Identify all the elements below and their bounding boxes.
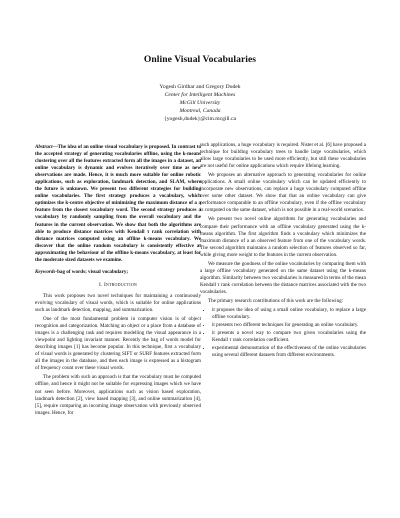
right-paragraph-3: We present two novel online algorithms for generating vocabularies and compare their performance with an offline vocabulary generated using the k-means algorithm. The first algorithm finds a vocabulary which minimizes the maximum distance of a an observed feature from one of the vocabulary words. The second algorithm maintains a random selection of features observed so far, while giving more weight to the features in the current observation. [200,216,366,258]
intro-paragraph-2: One of the most fundamental problem in computer vision is of object recognition and categorization. Matching an object or a place from a database of images is a challenging task and requires modelling the visual appearance in a viewpoint and lighting invariant manner. Recently the bag of words model for describing images [1] has become popular. In this technique, first a vocabulary of visual words is generated by clustering SIFT or SURF features extracted form all the images in the database, and then each image is expressed as a histogram of frequency count over these visual words. [35,316,201,372]
right-paragraph-1: such applications, a huge vocabulary is required. Nister et al. [6] have proposed a technique for building vocabulary trees to handle large vocabularies, which allow large vocabularies to be used more efficiently, but still these vocabularies are not useful for online applications which require lifelong learning. [200,142,366,170]
keywords [35,269,201,276]
contribution-item: • it presents two different techniques for generating an online vocabulary. [212,322,366,329]
right-paragraph-4: We measure the goodness of the online vocabularies by comparing them with a large offline vocabulary generated on the same dataset using the k-means algorithm. Similarity between two vocabularies is measured in terms of the mean Kendall τ rank correlation between the distance matrices associated with the two vocabularies. [200,260,366,295]
intro-paragraph-3: The problem with such an approach is that the vocabulary must be computed offline, and hence it might not be suitable for expressing images which we have not seen before. Moreover, applications such as vision based exploration, landmark detection [2], view based mapping [3], and online summarization [4], [5], require comparing an incoming image observation with previously observed images. Hence, for [35,374,201,416]
section-heading-introduction: I. Introduction [98,281,138,288]
contributions-list [200,307,366,359]
author-university: McGill University [179,100,221,106]
keywords-text: -bag of words; visual vocabulary; [55,268,129,275]
author-block [0,83,400,123]
paper-title: Online Visual Vocabularies [143,54,257,65]
abstract [35,144,201,264]
keywords-lead: Keywords [35,268,56,275]
contribution-item: • it presents a novel way to compare two given vocabularies using the Kendall τ rank correlation coefficient. [212,330,366,344]
author-names: Yogesh Girdhar and Gregory Dudek [159,84,241,90]
abstract-lead: Abstract [35,144,53,150]
author-email: {yogesh,dudek}@cim.mcgill.ca [164,116,236,122]
left-column [35,144,201,419]
intro-paragraph-1: This work proposes two novel techniques for maintaining a continuously evolving vocabulary of visual words, which is suitable for online applications such as landmark detection, mapping, and summarization. [35,292,201,313]
contribution-item: • it proposes the idea of using a small online vocabulary, to replace a large offline vocabulary. [212,307,366,321]
right-paragraph-2: We proposes an alternative approach to generating vocabularies for online applications. A small online vocabulary which can be updated efficiently to incorporate new observations, can replace a huge vocabulary computed offline over some other dataset. We show that that an online vocabulary can give performance comparable to an offline vocabulary, even if the offline vocabulary is computed on the same dataset, which is not possible in a real-world scenarios. [200,172,366,214]
contribution-item: • experimental demonstration of the effectiveness of the online vocabularies using several different datasets from different environments. [212,345,366,359]
right-paragraph-5: The primary research contributions of this work are the following: [208,297,344,304]
author-location: Montreal, Canada [179,108,221,114]
right-column [200,142,366,360]
author-affiliation: Center for Intelligent Machines [164,92,236,98]
abstract-text: —The idea of an online visual vocabulary is proposed. In contrast to the accepted strategy of generating vocabularies offline, using the k-means clustering over all the features extracted form all the images in a dataset, an online vocabulary is dynamic and evolves iteratively over time as new observations are made. Hence, it is much more suitable for online robotic applications, such as exploration, landmark detection, and SLAM, where the future is unknown. We present two different strategies for building online vocabularies. The first strategy produces a vocabulary, which optimizes the k-centre objective of minimizing the maximum distance of a a feature from the closest vocabulary word. The second strategy produces a vocabulary by randomly sampling from the overall vocabulary and the features in the current observation. We show that both the algorithms are able to produce distance matrices with Kendall τ rank correlation with distance matrices computed using an offline k-means vocabulary. We discover that the online random vocabulary is consistently effective at approximating the behaviour of the offline k-means vocabulary, at least for the moderate sized datasets we examine. [35,144,201,263]
